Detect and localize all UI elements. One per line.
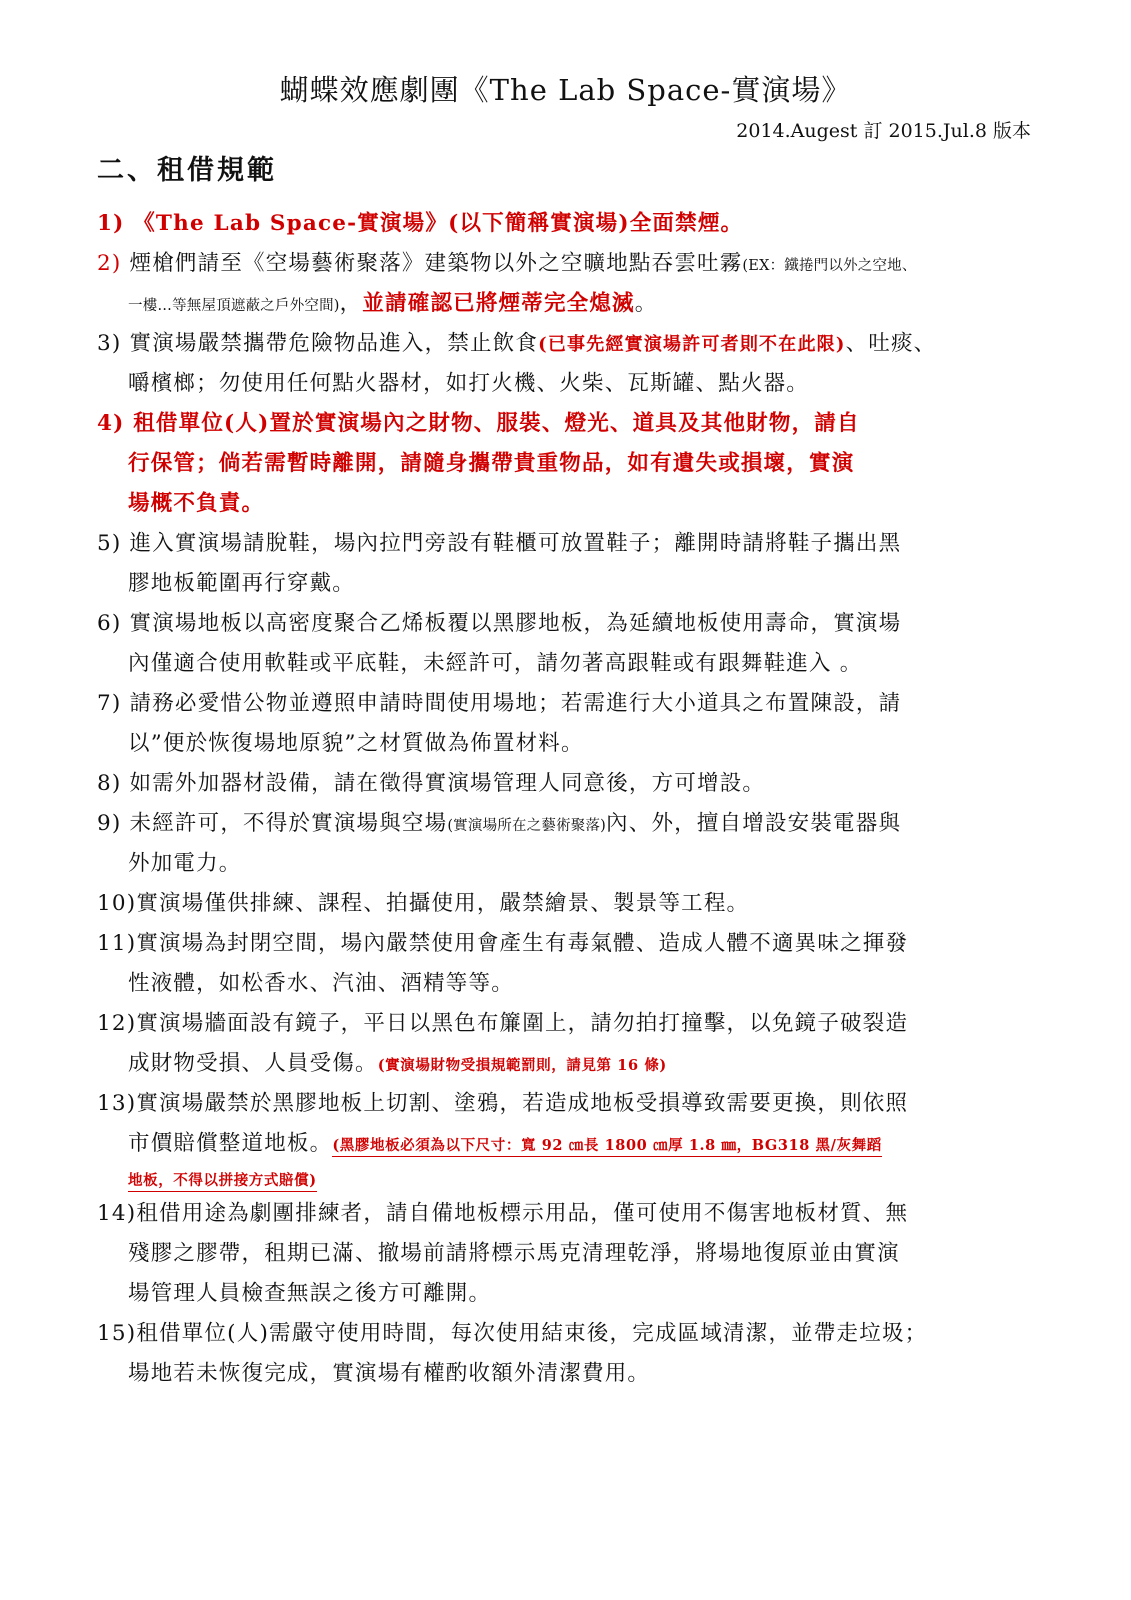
rule-number: 5) [97, 531, 122, 556]
rule-12-cont [97, 1044, 1057, 1084]
rule-10 [97, 884, 1057, 924]
rule-number: 3) [97, 331, 122, 356]
rule-note: (實演場財物受損規範罰則，請見第 16 條) [377, 1057, 667, 1074]
rule-text: 煙槍們請至《空場藝術聚落》建築物以外之空曠地點吞雲吐霧 [129, 251, 743, 276]
rule-3 [97, 324, 1057, 364]
rule-5 [97, 524, 1057, 564]
section-heading: 二、租借規範 [97, 155, 277, 186]
rule-text: 殘膠之膠帶，租期已滿、撤場前請將標示馬克清理乾淨，將場地復原並由實演 [128, 1241, 900, 1266]
rule-6 [97, 604, 1057, 644]
rule-emphasis: (已事先經實演場許可者則不在此限) [538, 334, 846, 355]
rule-9-cont [97, 844, 1057, 884]
rule-text: 實演場為封閉空間，場內嚴禁使用會產生有毒氣體、造成人體不適異味之揮發 [136, 931, 909, 956]
rule-13 [97, 1084, 1057, 1124]
rule-text: 場概不負責。 [128, 491, 265, 516]
rule-note: 一樓…等無屋頂遮蔽之戶外空間) [128, 298, 340, 314]
rule-6-cont [97, 644, 1057, 684]
rule-text: 性液體，如松香水、汽油、酒精等等。 [128, 971, 514, 996]
rule-text: 租借用途為劇團排練者，請自備地板標示用品，僅可使用不傷害地板材質、無 [136, 1201, 909, 1226]
rule-15-cont [97, 1354, 1057, 1394]
rule-text: 未經許可，不得於實演場與空場 [129, 811, 448, 836]
rule-text: ， [339, 291, 363, 316]
rule-text: 實演場僅供排練、課程、拍攝使用，嚴禁繪景、製景等工程。 [136, 891, 750, 916]
rule-text: 實演場牆面設有鏡子，平日以黑色布簾圍上，請勿拍打撞擊，以免鏡子破裂造 [136, 1011, 909, 1036]
rule-number: 6) [97, 611, 122, 636]
rule-text: 場管理人員檢查無誤之後方可離開。 [128, 1281, 492, 1306]
rule-text: 實演場嚴禁攜帶危險物品進入，禁止飲食 [129, 331, 539, 356]
rule-7 [97, 684, 1057, 724]
rule-note: (黑膠地板必須為以下尺寸：寬 92 ㎝長 1800 ㎝厚 1.8 ㎜，BG318 黑/灰舞蹈 [332, 1137, 882, 1157]
version-date: 2014.Augest 訂 2015.Jul.8 版本 [736, 120, 1031, 142]
rule-note: (實演場所在之藝術聚落) [447, 818, 607, 834]
rule-12 [97, 1004, 1057, 1044]
rule-5-cont [97, 564, 1057, 604]
rule-text: 租借單位(人)需嚴守使用時間，每次使用結束後，完成區域清潔，並帶走垃圾； [136, 1321, 928, 1346]
rule-text: 外加電力。 [128, 851, 242, 876]
rule-text: 、吐痰、 [845, 331, 937, 356]
rule-text: 內、外，擅自增設安裝電器與 [606, 811, 902, 836]
rule-number: 8) [97, 771, 122, 796]
rules-list [97, 204, 1057, 1394]
rule-text: 成財物受損、人員受傷。 [128, 1051, 378, 1076]
rule-number: 14) [97, 1201, 137, 1226]
rule-text: 膠地板範圍再行穿戴。 [128, 571, 356, 596]
rule-7-cont [97, 724, 1057, 764]
rule-number: 10) [97, 891, 137, 916]
document-title: 蝴蝶效應劇團《The Lab Space-實演場》 [279, 73, 852, 107]
rule-text: 。 [634, 291, 658, 316]
rule-note: (EX：鐵捲門以外之空地、 [742, 258, 917, 274]
rule-number: 1) [97, 211, 125, 236]
rule-number: 12) [97, 1011, 137, 1036]
rule-text: 進入實演場請脫鞋，場內拉門旁設有鞋櫃可放置鞋子；離開時請將鞋子攜出黑 [129, 531, 902, 556]
rule-14-cont [97, 1234, 1057, 1274]
rule-13-cont [97, 1164, 1057, 1194]
rule-number: 4) [97, 411, 125, 436]
rule-number: 15) [97, 1321, 137, 1346]
rule-emphasis: 並請確認已將煙蒂完全熄滅 [362, 291, 635, 316]
rule-14 [97, 1194, 1057, 1234]
rule-text: 實演場地板以高密度聚合乙烯板覆以黑膠地板，為延續地板使用壽命，實演場 [129, 611, 902, 636]
rule-14-cont [97, 1274, 1057, 1314]
rule-11-cont [97, 964, 1057, 1004]
rule-note: 地板，不得以拼接方式賠償) [128, 1172, 317, 1192]
rule-text: 租借單位(人)置於實演場內之財物、服裝、燈光、道具及其他財物，請自 [133, 411, 860, 436]
rule-text: 市價賠償整道地板。 [128, 1131, 333, 1156]
rule-2 [97, 244, 1057, 284]
rule-3-cont [97, 364, 1057, 404]
rule-15 [97, 1314, 1057, 1354]
rule-text: 《The Lab Space-實演場》(以下簡稱實演場)全面禁煙。 [133, 211, 744, 236]
rule-2-cont [97, 284, 1057, 324]
rule-4 [97, 404, 1057, 444]
rule-number: 11) [97, 931, 137, 956]
rule-8 [97, 764, 1057, 804]
rule-4-cont [97, 484, 1057, 524]
rule-number: 9) [97, 811, 122, 836]
rule-text: 如需外加器材設備，請在徵得實演場管理人同意後，方可增設。 [129, 771, 766, 796]
rule-number: 13) [97, 1091, 137, 1116]
rule-number: 7) [97, 691, 122, 716]
rule-text: 實演場嚴禁於黑膠地板上切割、塗鴉，若造成地板受損導致需要更換，則依照 [136, 1091, 909, 1116]
rule-text: 行保管；倘若需暫時離開，請隨身攜帶貴重物品，如有遺失或損壞，實演 [128, 451, 855, 476]
rule-text: 場地若未恢復完成，實演場有權酌收額外清潔費用。 [128, 1361, 651, 1386]
rule-11 [97, 924, 1057, 964]
rule-text: 嚼檳榔；勿使用任何點火器材，如打火機、火柴、瓦斯罐、點火器。 [128, 371, 810, 396]
rule-number: 2) [97, 251, 122, 276]
rule-text: 請務必愛惜公物並遵照申請時間使用場地；若需進行大小道具之布置陳設，請 [129, 691, 902, 716]
rule-1 [97, 204, 1057, 244]
rule-9 [97, 804, 1057, 844]
rule-text: 內僅適合使用軟鞋或平底鞋，未經許可，請勿著高跟鞋或有跟舞鞋進入 。 [128, 651, 863, 676]
rule-13-cont [97, 1124, 1057, 1164]
rule-4-cont [97, 444, 1057, 484]
rule-text: 以”便於恢復場地原貌”之材質做為佈置材料。 [128, 731, 584, 756]
